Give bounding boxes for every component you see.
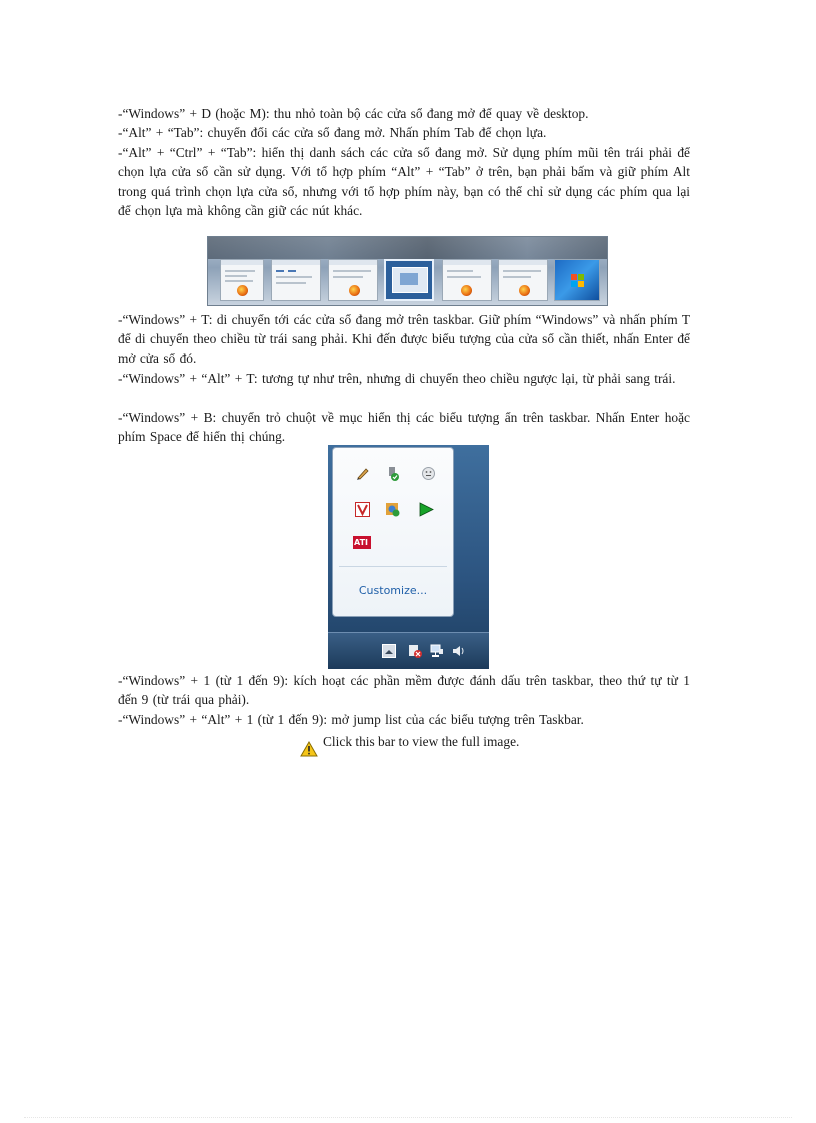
view-full-image-notice[interactable]: Click this bar to view the full image. [323, 734, 520, 749]
firefox-icon [519, 285, 530, 296]
warning-icon[interactable] [300, 741, 318, 762]
shortcut-win-alt-number: -“Windows” + “Alt” + 1 (từ 1 đến 9): mở jump list của các biểu tượng trên Taskbar. [118, 712, 584, 727]
taskbar [328, 632, 489, 669]
window-thumbnail [328, 259, 378, 301]
shortcut-alt-tab: -“Alt” + “Tab”: chuyển đổi các cửa sổ đang mở. Nhấn phím Tab để chọn lựa. [118, 125, 547, 140]
window-thumbnail [271, 259, 321, 301]
action-center-icon[interactable] [408, 644, 422, 658]
antivirus-icon [355, 502, 370, 517]
ati-icon [353, 536, 371, 549]
customize-link[interactable]: Customize... [358, 584, 428, 597]
desktop-thumbnail [554, 259, 600, 301]
shortcut-alt-ctrl-tab: -“Alt” + “Ctrl” + “Tab”: hiển thị danh sách các cửa sổ đang mở. Sử dụng phím mũi tên trái phải để chọn lựa cửa sổ cần sử dụng. Với tổ hợp phím “Alt” + “Tab” ở trên, bạn phải bấm và giữ phím Alt trong quá trình chọn lựa cửa sổ, nhưng với tổ hợp phím này, bạn có thể chỉ sử dụng các phím qua lại để chọn lựa mà không cần giữ các nút khác. [118, 145, 690, 219]
show-hidden-icons-button[interactable] [382, 644, 396, 658]
shortcut-win-alt-t: -“Windows” + “Alt” + T: tương tự như trên, nhưng di chuyển theo chiều ngược lại, từ phải sang trái. [118, 371, 676, 386]
alt-tab-screenshot [207, 236, 608, 306]
window-thumbnail [442, 259, 492, 301]
ati-icon-label: ATI [354, 538, 369, 547]
shortcut-win-b: -“Windows” + B: chuyển trỏ chuột về mục hiển thị các biểu tượng ẩn trên taskbar. Nhấn Enter hoặc phím Space để hiển thị chúng. [118, 410, 690, 445]
pen-icon [355, 466, 370, 481]
desktop-background [208, 237, 607, 259]
shortcut-win-d: -“Windows” + D (hoặc M): thu nhỏ toàn bộ các cửa sổ đang mở để quay về desktop. [118, 106, 589, 121]
network-icon[interactable] [430, 644, 444, 658]
window-thumbnail [498, 259, 548, 301]
shortcut-win-t: -“Windows” + T: di chuyển tới các cửa sổ đang mở trên taskbar. Giữ phím “Windows” và nhấn phím T để di chuyển theo chiều từ trái sang phải. Khi đến được biểu tượng của cửa sổ cần thiết, nhấn Enter để mở cửa sổ đó. [118, 312, 690, 366]
windows-logo-icon [571, 274, 585, 288]
hidden-icons-popup [332, 447, 454, 617]
page-bottom-border [24, 1117, 792, 1118]
window-thumbnail [220, 259, 264, 301]
shortcut-win-number: -“Windows” + 1 (từ 1 đến 9): kích hoạt các phần mềm được đánh dấu trên taskbar, theo thứ tự từ 1 đến 9 (từ trái qua phải). [118, 673, 690, 708]
firefox-icon [461, 285, 472, 296]
play-arrow-icon [419, 502, 434, 517]
smiley-icon [421, 466, 436, 481]
firefox-icon [349, 285, 360, 296]
tray-overflow-screenshot [328, 445, 489, 669]
selected-window-thumbnail [384, 259, 434, 301]
volume-icon[interactable] [452, 644, 466, 658]
usb-safe-remove-icon [385, 466, 400, 481]
network-update-icon [385, 502, 400, 517]
firefox-icon [237, 285, 248, 296]
